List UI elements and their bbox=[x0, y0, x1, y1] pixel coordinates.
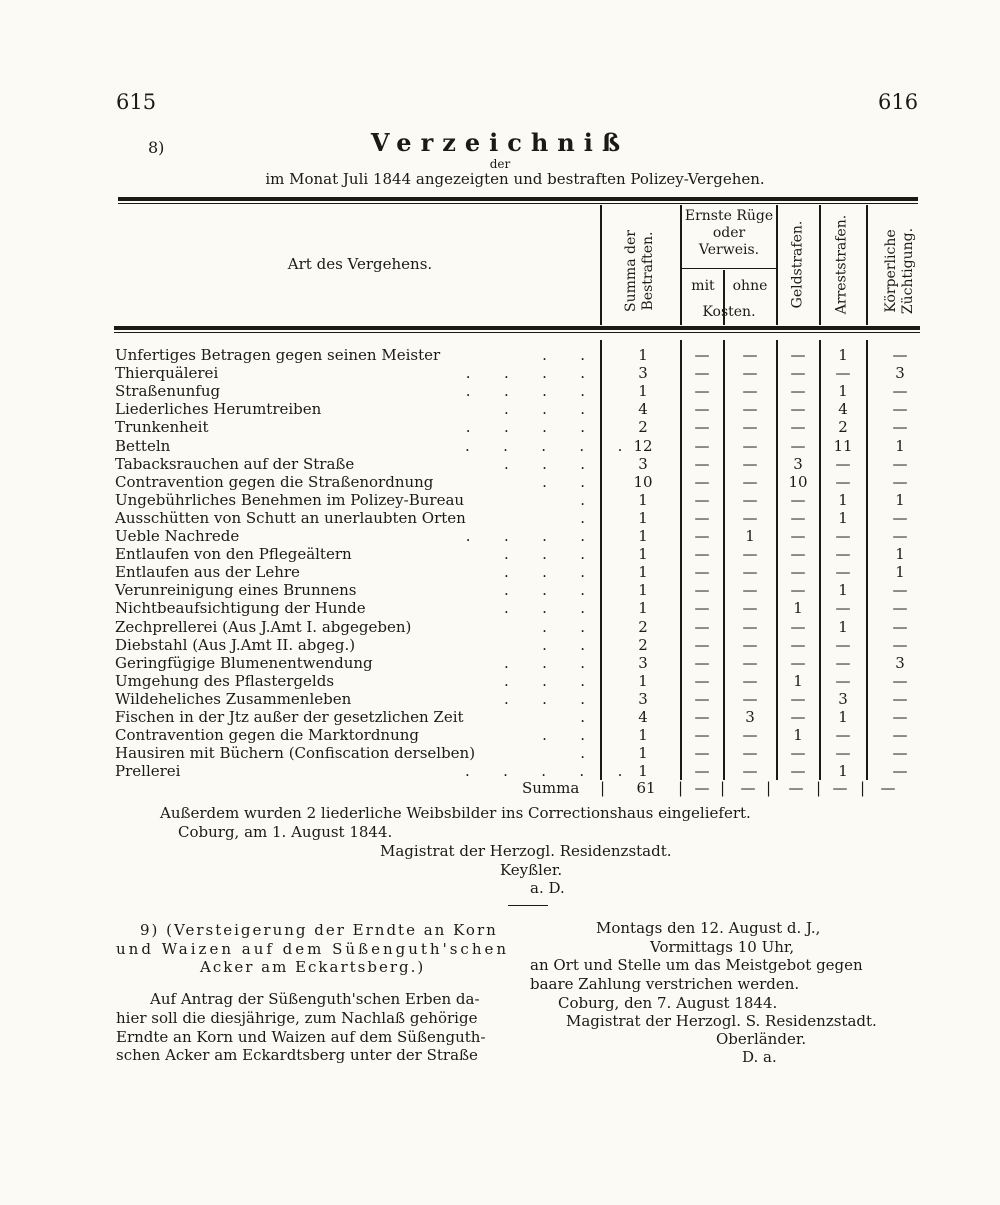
row-arreststrafe: 1 bbox=[838, 581, 848, 600]
header-ohne: ohne bbox=[732, 278, 768, 294]
row-sum: 1 bbox=[638, 346, 648, 364]
table-row bbox=[0, 563, 1000, 581]
row-ruege-ohne: — bbox=[742, 617, 758, 636]
summa-koerper: — bbox=[880, 779, 896, 797]
row-koerperstrafe: — bbox=[892, 708, 908, 726]
summa-total: 61 bbox=[636, 779, 656, 797]
row-leader-dots: . . . . . bbox=[465, 762, 623, 781]
row-offense-name: Umgehung des Pflastergelds bbox=[115, 671, 335, 690]
row-ruege-ohne: — bbox=[742, 346, 758, 364]
row-geldstrafe: — bbox=[790, 382, 806, 401]
row-sum: 3 bbox=[638, 653, 648, 672]
row-arreststrafe: 1 bbox=[838, 617, 848, 636]
row-ruege-mit: — bbox=[694, 436, 710, 455]
row-geldstrafe: — bbox=[790, 400, 806, 419]
table-row bbox=[0, 346, 1000, 364]
row-offense-name: Unfertiges Betragen gegen seinen Meister bbox=[115, 346, 441, 364]
row-ruege-mit: — bbox=[694, 762, 710, 781]
row-geldstrafe: — bbox=[790, 418, 806, 437]
section-9-heading-line-2: und Waizen auf dem Süßenguth'schen bbox=[116, 940, 510, 958]
table-row bbox=[0, 400, 1000, 418]
row-ruege-mit: — bbox=[694, 418, 710, 437]
section-9-right-line-7: Oberländer. bbox=[716, 1030, 807, 1048]
header-arrest: Arreststrafen. bbox=[833, 214, 850, 315]
row-ruege-mit: — bbox=[694, 635, 710, 654]
row-ruege-mit: — bbox=[694, 671, 710, 690]
page-number-right: 616 bbox=[878, 90, 919, 114]
row-sum: 12 bbox=[633, 436, 653, 455]
row-geldstrafe: — bbox=[790, 653, 806, 672]
row-arreststrafe: — bbox=[835, 653, 851, 672]
row-geldstrafe: — bbox=[790, 508, 806, 527]
row-leader-dots: . bbox=[580, 490, 585, 509]
row-ruege-mit: — bbox=[694, 490, 710, 509]
row-ruege-ohne: 3 bbox=[745, 708, 755, 726]
row-ruege-ohne: — bbox=[742, 436, 758, 455]
section-9-right-line-5: Coburg, den 7. August 1844. bbox=[558, 994, 778, 1012]
row-sum: 2 bbox=[638, 617, 648, 636]
row-leader-dots: . . . bbox=[503, 581, 585, 600]
section-9-right-line-4: baare Zahlung verstrichen werden. bbox=[530, 975, 800, 993]
row-koerperstrafe: 3 bbox=[895, 364, 905, 383]
row-leader-dots: . . bbox=[542, 472, 585, 491]
row-ruege-ohne: — bbox=[742, 599, 758, 618]
row-offense-name: Wildeheliches Zusammenleben bbox=[115, 689, 352, 708]
table-top-rule bbox=[118, 197, 918, 201]
row-arreststrafe: 2 bbox=[838, 418, 848, 437]
table-row bbox=[0, 509, 1000, 527]
row-koerperstrafe: — bbox=[892, 762, 908, 781]
row-sum: 2 bbox=[638, 418, 648, 437]
row-offense-name: Trunkenheit bbox=[115, 418, 209, 437]
table-row bbox=[0, 690, 1000, 708]
page-subtitle: im Monat Juli 1844 angezeigten und bestraften Polizey-Vergehen. bbox=[265, 170, 765, 188]
row-geldstrafe: 3 bbox=[793, 454, 803, 473]
row-ruege-mit: — bbox=[694, 689, 710, 708]
row-koerperstrafe: — bbox=[892, 527, 908, 545]
row-geldstrafe: — bbox=[790, 490, 806, 509]
row-ruege-mit: — bbox=[694, 744, 710, 763]
row-leader-dots: . . bbox=[542, 346, 585, 364]
row-ruege-mit: — bbox=[694, 563, 710, 582]
row-leader-dots: . . . . bbox=[465, 418, 585, 437]
row-ruege-ohne: — bbox=[742, 400, 758, 419]
row-offense-name: Liederliches Herumtreiben bbox=[115, 400, 322, 419]
table-row bbox=[0, 545, 1000, 563]
row-koerperstrafe: — bbox=[892, 617, 908, 636]
row-ruege-ohne: — bbox=[742, 762, 758, 781]
row-ruege-mit: — bbox=[694, 346, 710, 364]
row-geldstrafe: 1 bbox=[793, 726, 803, 745]
row-sum: 1 bbox=[638, 762, 648, 781]
section-9-right-line-6: Magistrat der Herzogl. S. Residenzstadt. bbox=[566, 1012, 877, 1030]
table-row bbox=[0, 618, 1000, 636]
table-row bbox=[0, 437, 1000, 455]
row-geldstrafe: — bbox=[790, 581, 806, 600]
row-ruege-mit: — bbox=[694, 617, 710, 636]
row-arreststrafe: 1 bbox=[838, 708, 848, 726]
title-der: der bbox=[489, 157, 511, 171]
row-geldstrafe: — bbox=[790, 563, 806, 582]
row-leader-dots: . . . bbox=[503, 671, 585, 690]
row-sum: 1 bbox=[638, 744, 648, 763]
row-sum: 1 bbox=[638, 671, 648, 690]
row-ruege-ohne: — bbox=[742, 382, 758, 401]
row-koerperstrafe: — bbox=[892, 346, 908, 364]
row-arreststrafe: — bbox=[835, 744, 851, 763]
table-row bbox=[0, 708, 1000, 726]
row-ruege-ohne: 1 bbox=[745, 527, 755, 545]
row-arreststrafe: 1 bbox=[838, 508, 848, 527]
section-9-body-line-3: Erndte an Korn und Waizen auf dem Süßenguth- bbox=[116, 1028, 486, 1046]
summa-geld: — bbox=[788, 779, 804, 797]
ruege-sub-rule bbox=[682, 268, 776, 269]
summa-row-divider: | bbox=[816, 779, 822, 797]
row-sum: 1 bbox=[638, 382, 648, 401]
row-arreststrafe: — bbox=[835, 635, 851, 654]
row-geldstrafe: — bbox=[790, 364, 806, 383]
row-offense-name: Tabacksrauchen auf der Straße bbox=[115, 454, 355, 473]
summa-row-divider: | bbox=[600, 779, 606, 797]
row-arreststrafe: 1 bbox=[838, 346, 848, 364]
table-row bbox=[0, 418, 1000, 436]
row-leader-dots: . . . bbox=[503, 545, 585, 564]
row-ruege-mit: — bbox=[694, 653, 710, 672]
row-ruege-ohne: — bbox=[742, 472, 758, 491]
row-ruege-ohne: — bbox=[742, 545, 758, 564]
row-sum: 1 bbox=[638, 599, 648, 618]
row-ruege-ohne: — bbox=[742, 726, 758, 745]
row-geldstrafe: — bbox=[790, 689, 806, 708]
row-geldstrafe: — bbox=[790, 708, 806, 726]
row-koerperstrafe: — bbox=[892, 671, 908, 690]
row-offense-name: Entlaufen aus der Lehre bbox=[115, 563, 300, 582]
row-arreststrafe: — bbox=[835, 364, 851, 383]
section-9-body-line-4: schen Acker am Eckardtsberg unter der Straße bbox=[116, 1046, 478, 1064]
row-sum: 10 bbox=[633, 472, 653, 491]
row-sum: 3 bbox=[638, 689, 648, 708]
row-arreststrafe: 11 bbox=[833, 436, 853, 455]
page-title: Verzeichniß bbox=[370, 128, 630, 157]
row-leader-dots: . . bbox=[542, 726, 585, 745]
section-9-heading-line-3: Acker am Eckartsberg.) bbox=[200, 958, 426, 976]
table-row bbox=[0, 654, 1000, 672]
row-ruege-ohne: — bbox=[742, 418, 758, 437]
row-arreststrafe: 1 bbox=[838, 762, 848, 781]
row-leader-dots: . . . . bbox=[465, 527, 585, 545]
row-arreststrafe: — bbox=[835, 545, 851, 564]
summa-row-divider: | bbox=[678, 779, 684, 797]
row-ruege-mit: — bbox=[694, 708, 710, 726]
section-9-right-line-8: D. a. bbox=[742, 1048, 777, 1066]
row-sum: 3 bbox=[638, 364, 648, 383]
row-ruege-mit: — bbox=[694, 454, 710, 473]
col-divider bbox=[600, 205, 602, 325]
row-koerperstrafe: — bbox=[892, 382, 908, 401]
row-geldstrafe: — bbox=[790, 527, 806, 545]
row-offense-name: Diebstahl (Aus J.Amt II. abgeg.) bbox=[115, 635, 356, 654]
row-koerperstrafe: 1 bbox=[895, 563, 905, 582]
section-8-label: 8) bbox=[148, 138, 165, 157]
header-ruege: Ernste Rüge oder Verweis. bbox=[684, 208, 774, 258]
footer-signature: Keyßler. bbox=[500, 861, 563, 879]
row-offense-name: Ungebührliches Benehmen im Polizey-Bureau bbox=[115, 490, 465, 509]
row-ruege-ohne: — bbox=[742, 581, 758, 600]
row-koerperstrafe: — bbox=[892, 635, 908, 654]
row-arreststrafe: — bbox=[835, 472, 851, 491]
table-row bbox=[0, 726, 1000, 744]
summa-row-divider: | bbox=[860, 779, 866, 797]
row-offense-name: Hausiren mit Büchern (Confiscation derselben) bbox=[115, 744, 476, 763]
row-ruege-ohne: — bbox=[742, 508, 758, 527]
col-divider bbox=[680, 205, 682, 325]
footer-note: Außerdem wurden 2 liederliche Weibsbilder ins Correctionshaus eingeliefert. bbox=[160, 804, 751, 822]
row-leader-dots: . . . bbox=[503, 653, 585, 672]
section-9-heading-line-1: 9) (Versteigerung der Erndte an Korn bbox=[140, 921, 498, 939]
row-geldstrafe: — bbox=[790, 346, 806, 364]
table-row bbox=[0, 364, 1000, 382]
header-summa: Summa der Bestraften. bbox=[623, 230, 656, 312]
header-kosten: Kosten. bbox=[702, 304, 756, 320]
row-ruege-mit: — bbox=[694, 527, 710, 545]
row-sum: 1 bbox=[638, 527, 648, 545]
row-koerperstrafe: — bbox=[892, 744, 908, 763]
row-arreststrafe: — bbox=[835, 454, 851, 473]
row-koerperstrafe: — bbox=[892, 454, 908, 473]
row-ruege-mit: — bbox=[694, 599, 710, 618]
row-arreststrafe: 3 bbox=[838, 689, 848, 708]
table-row bbox=[0, 744, 1000, 762]
row-sum: 1 bbox=[638, 563, 648, 582]
row-koerperstrafe: 1 bbox=[895, 436, 905, 455]
row-arreststrafe: — bbox=[835, 527, 851, 545]
table-row bbox=[0, 455, 1000, 473]
section-9-right-line-3: an Ort und Stelle um das Meistgebot gegen bbox=[530, 956, 863, 974]
row-koerperstrafe: 1 bbox=[895, 490, 905, 509]
footer-initials: a. D. bbox=[530, 879, 565, 897]
row-sum: 3 bbox=[638, 454, 648, 473]
summa-label: Summa bbox=[522, 779, 580, 797]
row-leader-dots: . bbox=[580, 744, 585, 763]
section-9-body-line-1: Auf Antrag der Süßenguth'schen Erben da- bbox=[150, 990, 480, 1008]
row-leader-dots: . . bbox=[542, 617, 585, 636]
row-offense-name: Straßenunfug bbox=[115, 382, 221, 401]
footer-place-date: Coburg, am 1. August 1844. bbox=[178, 823, 393, 841]
header-koerper: Körperliche Züchtigung. bbox=[883, 227, 916, 315]
table-row bbox=[0, 762, 1000, 780]
table-row bbox=[0, 473, 1000, 491]
summa-ohne: — bbox=[740, 779, 756, 797]
row-ruege-ohne: — bbox=[742, 364, 758, 383]
row-geldstrafe: — bbox=[790, 545, 806, 564]
row-geldstrafe: 1 bbox=[793, 671, 803, 690]
row-leader-dots: . . . bbox=[503, 400, 585, 419]
table-row bbox=[0, 491, 1000, 509]
row-sum: 1 bbox=[638, 490, 648, 509]
table-row bbox=[0, 527, 1000, 545]
table-row bbox=[0, 599, 1000, 617]
row-sum: 2 bbox=[638, 635, 648, 654]
summa-row-divider: | bbox=[720, 779, 726, 797]
row-ruege-ohne: — bbox=[742, 653, 758, 672]
row-offense-name: Verunreinigung eines Brunnens bbox=[115, 581, 357, 600]
row-offense-name: Betteln bbox=[115, 436, 171, 455]
row-arreststrafe: 1 bbox=[838, 490, 848, 509]
table-row bbox=[0, 672, 1000, 690]
row-leader-dots: . . . bbox=[503, 454, 585, 473]
row-ruege-ohne: — bbox=[742, 490, 758, 509]
row-sum: 1 bbox=[638, 508, 648, 527]
row-arreststrafe: 1 bbox=[838, 382, 848, 401]
row-arreststrafe: — bbox=[835, 671, 851, 690]
row-ruege-mit: — bbox=[694, 400, 710, 419]
row-ruege-ohne: — bbox=[742, 671, 758, 690]
row-koerperstrafe: — bbox=[892, 689, 908, 708]
row-leader-dots: . . . bbox=[503, 599, 585, 618]
row-sum: 4 bbox=[638, 708, 648, 726]
row-leader-dots: . . bbox=[542, 635, 585, 654]
table-header-bottom-rule-thin bbox=[114, 332, 920, 333]
row-leader-dots: . . . bbox=[503, 689, 585, 708]
row-ruege-ohne: — bbox=[742, 744, 758, 763]
row-ruege-ohne: — bbox=[742, 689, 758, 708]
footer-authority: Magistrat der Herzogl. Residenzstadt. bbox=[380, 842, 672, 860]
row-koerperstrafe: — bbox=[892, 508, 908, 527]
row-ruege-ohne: — bbox=[742, 635, 758, 654]
row-koerperstrafe: — bbox=[892, 400, 908, 419]
row-ruege-mit: — bbox=[694, 364, 710, 383]
row-arreststrafe: — bbox=[835, 563, 851, 582]
col-divider bbox=[866, 205, 868, 325]
row-offense-name: Contravention gegen die Marktordnung bbox=[115, 726, 420, 745]
col-divider bbox=[776, 205, 778, 325]
summa-mit: — bbox=[694, 779, 710, 797]
col-divider bbox=[819, 205, 821, 325]
row-offense-name: Prellerei bbox=[115, 762, 181, 781]
row-ruege-ohne: — bbox=[742, 454, 758, 473]
row-arreststrafe: 4 bbox=[838, 400, 848, 419]
row-koerperstrafe: 3 bbox=[895, 653, 905, 672]
row-leader-dots: . . . . . bbox=[465, 436, 623, 455]
row-koerperstrafe: — bbox=[892, 581, 908, 600]
row-offense-name: Ausschütten von Schutt an unerlaubten Orten bbox=[115, 508, 466, 527]
row-leader-dots: . . . bbox=[503, 563, 585, 582]
row-geldstrafe: — bbox=[790, 635, 806, 654]
row-ruege-ohne: — bbox=[742, 563, 758, 582]
row-sum: 4 bbox=[638, 400, 648, 419]
row-geldstrafe: 1 bbox=[793, 599, 803, 618]
row-offense-name: Geringfügige Blumenentwendung bbox=[115, 653, 373, 672]
header-geld: Geldstrafen. bbox=[789, 220, 806, 309]
section-9-right-line-2: Vormittags 10 Uhr, bbox=[650, 938, 795, 956]
row-ruege-mit: — bbox=[694, 508, 710, 527]
row-sum: 1 bbox=[638, 545, 648, 564]
row-arreststrafe: — bbox=[835, 726, 851, 745]
summa-arrest: — bbox=[832, 779, 848, 797]
row-ruege-mit: — bbox=[694, 382, 710, 401]
row-leader-dots: . . . . bbox=[465, 364, 585, 383]
row-ruege-mit: — bbox=[694, 545, 710, 564]
row-geldstrafe: — bbox=[790, 617, 806, 636]
row-offense-name: Ueble Nachrede bbox=[115, 527, 240, 545]
section-divider bbox=[508, 905, 548, 906]
row-leader-dots: . . . . bbox=[465, 382, 585, 401]
row-koerperstrafe: — bbox=[892, 726, 908, 745]
section-9-right-line-1: Montags den 12. August d. J., bbox=[596, 919, 821, 937]
row-geldstrafe: — bbox=[790, 436, 806, 455]
row-geldstrafe: — bbox=[790, 744, 806, 763]
section-9-body-line-2: hier soll die diesjährige, zum Nachlaß gehörige bbox=[116, 1009, 478, 1027]
row-ruege-mit: — bbox=[694, 726, 710, 745]
table-row bbox=[0, 382, 1000, 400]
row-offense-name: Nichtbeaufsichtigung der Hunde bbox=[115, 599, 366, 618]
row-koerperstrafe: — bbox=[892, 418, 908, 437]
row-ruege-mit: — bbox=[694, 581, 710, 600]
page-number-left: 615 bbox=[116, 90, 157, 114]
row-offense-name: Entlaufen von den Pflegeältern bbox=[115, 545, 352, 564]
header-offense: Art des Vergehens. bbox=[287, 255, 433, 273]
row-geldstrafe: — bbox=[790, 762, 806, 781]
row-arreststrafe: — bbox=[835, 599, 851, 618]
row-leader-dots: . bbox=[580, 708, 585, 726]
row-ruege-mit: — bbox=[694, 472, 710, 491]
row-leader-dots: . bbox=[580, 508, 585, 527]
row-koerperstrafe: — bbox=[892, 472, 908, 491]
table-row bbox=[0, 581, 1000, 599]
row-sum: 1 bbox=[638, 581, 648, 600]
row-offense-name: Contravention gegen die Straßenordnung bbox=[115, 472, 434, 491]
row-offense-name: Thierquälerei bbox=[115, 364, 219, 383]
row-sum: 1 bbox=[638, 726, 648, 745]
row-offense-name: Fischen in der Jtz außer der gesetzlichen Zeit bbox=[115, 708, 464, 726]
table-row bbox=[0, 636, 1000, 654]
row-offense-name: Zechprellerei (Aus J.Amt I. abgegeben) bbox=[115, 617, 412, 636]
row-koerperstrafe: 1 bbox=[895, 545, 905, 564]
table-header-bottom-rule bbox=[114, 326, 920, 330]
row-geldstrafe: 10 bbox=[788, 472, 808, 491]
header-mit: mit bbox=[691, 278, 715, 294]
summa-row-divider: | bbox=[766, 779, 772, 797]
row-koerperstrafe: — bbox=[892, 599, 908, 618]
